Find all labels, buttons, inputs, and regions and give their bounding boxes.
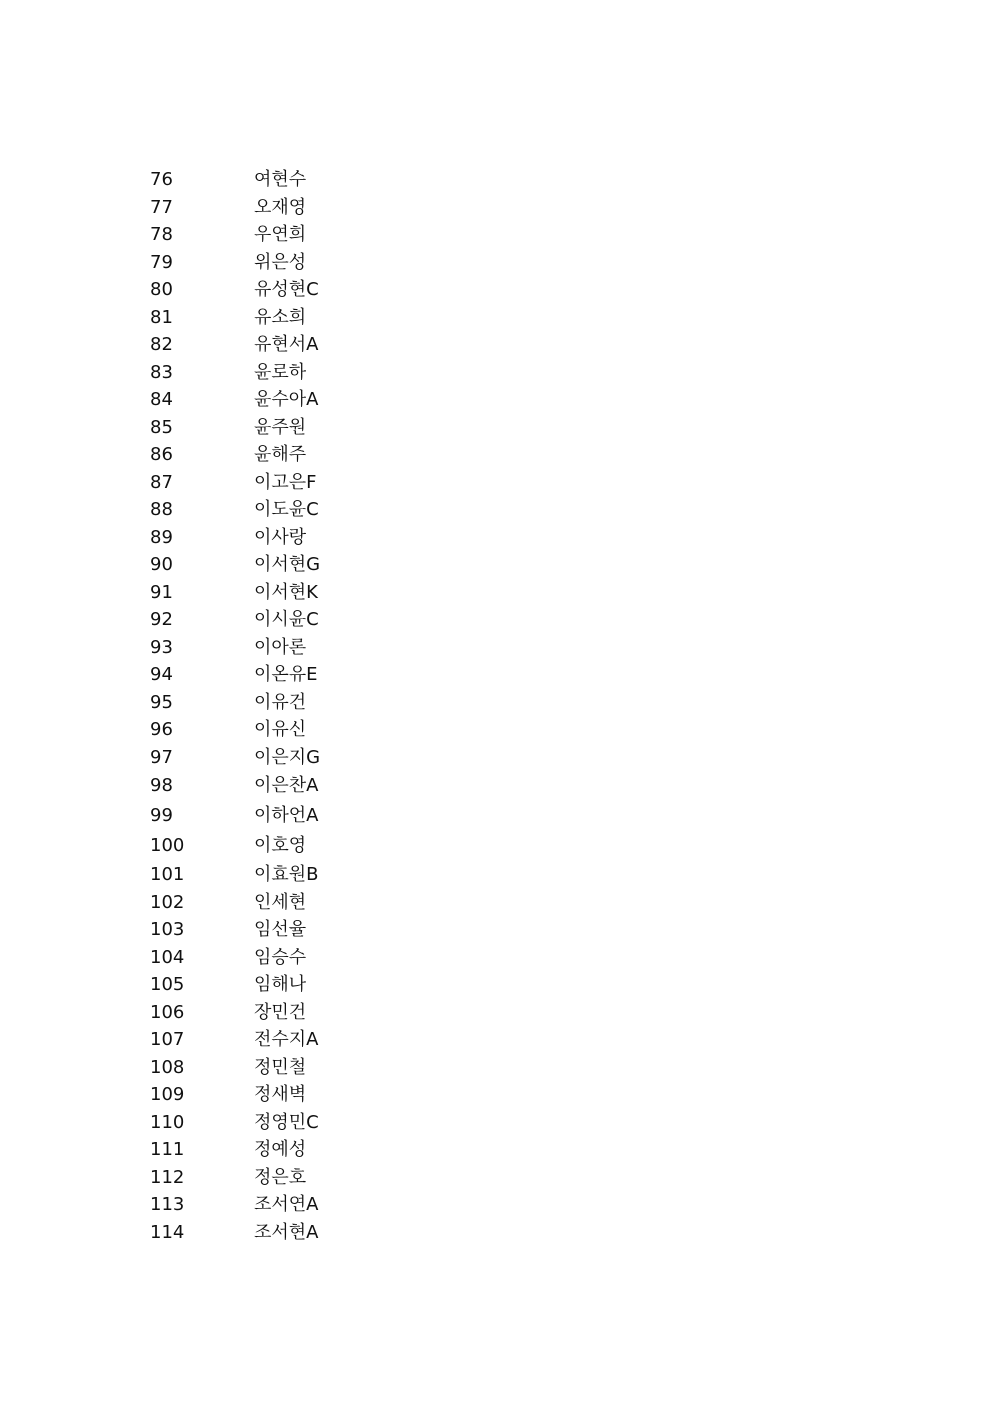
- list-item: [150, 1081, 450, 1109]
- student-name: 이효원B: [254, 864, 319, 885]
- row-number: 98: [150, 775, 173, 796]
- row-number: 103: [150, 919, 185, 940]
- student-name: 이서현G: [254, 554, 321, 575]
- student-name: 윤로하: [254, 361, 307, 383]
- row-number: 80: [150, 279, 173, 300]
- row-number: 111: [150, 1139, 185, 1160]
- row-number: 79: [150, 251, 173, 273]
- row-number: 104: [150, 946, 185, 968]
- student-name: 유소희: [254, 306, 307, 328]
- list-item: [150, 971, 450, 999]
- list-item: [150, 441, 450, 469]
- row-number: 114: [150, 1221, 185, 1243]
- list-item: [150, 386, 450, 414]
- row-number: 89: [150, 526, 173, 548]
- student-name: 정예성: [254, 1139, 307, 1160]
- row-number: 97: [150, 746, 173, 768]
- row-number: 92: [150, 609, 173, 630]
- student-name: 이호영: [254, 835, 307, 856]
- row-number: 112: [150, 1166, 185, 1188]
- list-item: [150, 606, 450, 634]
- student-name: 우연희: [254, 224, 307, 245]
- list-item: [150, 331, 450, 359]
- student-name: 위은성: [254, 251, 307, 273]
- student-name: 이유건: [254, 691, 307, 713]
- student-name: 이시윤C: [254, 609, 319, 630]
- row-number: 101: [150, 864, 185, 885]
- name-list: [150, 166, 450, 1246]
- row-number: 95: [150, 691, 173, 713]
- list-item: [150, 579, 450, 607]
- row-number: 113: [150, 1194, 185, 1215]
- student-name: 정은호: [254, 1166, 307, 1188]
- row-number: 86: [150, 444, 173, 465]
- student-name: 이하언A: [254, 805, 319, 826]
- row-number: 94: [150, 664, 173, 685]
- student-name: 여현수: [254, 169, 307, 190]
- row-number: 90: [150, 554, 173, 575]
- row-number: 88: [150, 499, 173, 520]
- list-item: [150, 634, 450, 662]
- list-item: [150, 496, 450, 524]
- student-name: 윤해주: [254, 444, 307, 465]
- list-item: [150, 999, 450, 1027]
- student-name: 윤수아A: [254, 389, 319, 410]
- list-item: [150, 661, 450, 689]
- row-number: 100: [150, 835, 185, 856]
- row-number: 105: [150, 974, 185, 995]
- student-name: 이아론: [254, 636, 307, 658]
- list-item: [150, 744, 450, 772]
- row-number: 99: [150, 805, 173, 826]
- student-name: 전수지A: [254, 1029, 319, 1050]
- list-item: [150, 944, 450, 972]
- list-item: [150, 221, 450, 249]
- row-number: 78: [150, 224, 173, 245]
- student-name: 임해나: [254, 974, 307, 995]
- list-item: [150, 689, 450, 717]
- list-item: [150, 304, 450, 332]
- list-item: [150, 1191, 450, 1219]
- student-name: 이유신: [254, 719, 307, 740]
- row-number: 87: [150, 471, 173, 493]
- list-item: [150, 1136, 450, 1164]
- list-item: [150, 469, 450, 497]
- student-name: 조서연A: [254, 1194, 319, 1215]
- row-number: 93: [150, 636, 173, 658]
- list-item: [150, 889, 450, 917]
- student-name: 이은지G: [254, 746, 321, 768]
- student-name: 임선율: [254, 919, 307, 940]
- student-name: 이고은F: [254, 471, 317, 493]
- list-item: [150, 194, 450, 222]
- list-item: [150, 551, 450, 579]
- list-item: [150, 359, 450, 387]
- student-name: 임승수: [254, 946, 307, 968]
- list-item: [150, 276, 450, 304]
- list-item: [150, 1109, 450, 1137]
- student-name: 이사랑: [254, 526, 307, 548]
- row-number: 82: [150, 334, 173, 355]
- student-name: 오재영: [254, 196, 307, 218]
- student-name: 정영민C: [254, 1111, 319, 1133]
- student-name: 정새벽: [254, 1084, 307, 1105]
- row-number: 107: [150, 1029, 185, 1050]
- list-item: [150, 801, 450, 831]
- student-name: 인세현: [254, 891, 307, 913]
- row-number: 91: [150, 581, 173, 603]
- row-number: 77: [150, 196, 173, 218]
- student-name: 이서현K: [254, 581, 318, 603]
- row-number: 83: [150, 361, 173, 383]
- student-name: 이도윤C: [254, 499, 319, 520]
- student-name: 유성현C: [254, 279, 319, 300]
- list-item: [150, 916, 450, 944]
- row-number: 102: [150, 891, 185, 913]
- list-item: [150, 1054, 450, 1082]
- list-item: [150, 524, 450, 552]
- list-item: [150, 414, 450, 442]
- row-number: 96: [150, 719, 173, 740]
- row-number: 81: [150, 306, 173, 328]
- list-item: [150, 716, 450, 744]
- row-number: 110: [150, 1111, 185, 1133]
- list-item: [150, 1026, 450, 1054]
- student-name: 정민철: [254, 1056, 307, 1078]
- row-number: 84: [150, 389, 173, 410]
- list-item: [150, 1219, 450, 1247]
- student-name: 장민건: [254, 1001, 307, 1023]
- student-name: 유현서A: [254, 334, 319, 355]
- list-item: [150, 166, 450, 194]
- row-number: 76: [150, 169, 173, 190]
- list-item: [150, 249, 450, 277]
- list-item: [150, 831, 450, 861]
- row-number: 109: [150, 1084, 185, 1105]
- student-name: 윤주원: [254, 416, 307, 438]
- list-item: [150, 861, 450, 889]
- row-number: 106: [150, 1001, 185, 1023]
- student-name: 조서현A: [254, 1221, 319, 1243]
- student-name: 이은찬A: [254, 775, 319, 796]
- list-item: [150, 771, 450, 801]
- row-number: 108: [150, 1056, 185, 1078]
- row-number: 85: [150, 416, 173, 438]
- list-item: [150, 1164, 450, 1192]
- student-name: 이온유E: [254, 664, 318, 685]
